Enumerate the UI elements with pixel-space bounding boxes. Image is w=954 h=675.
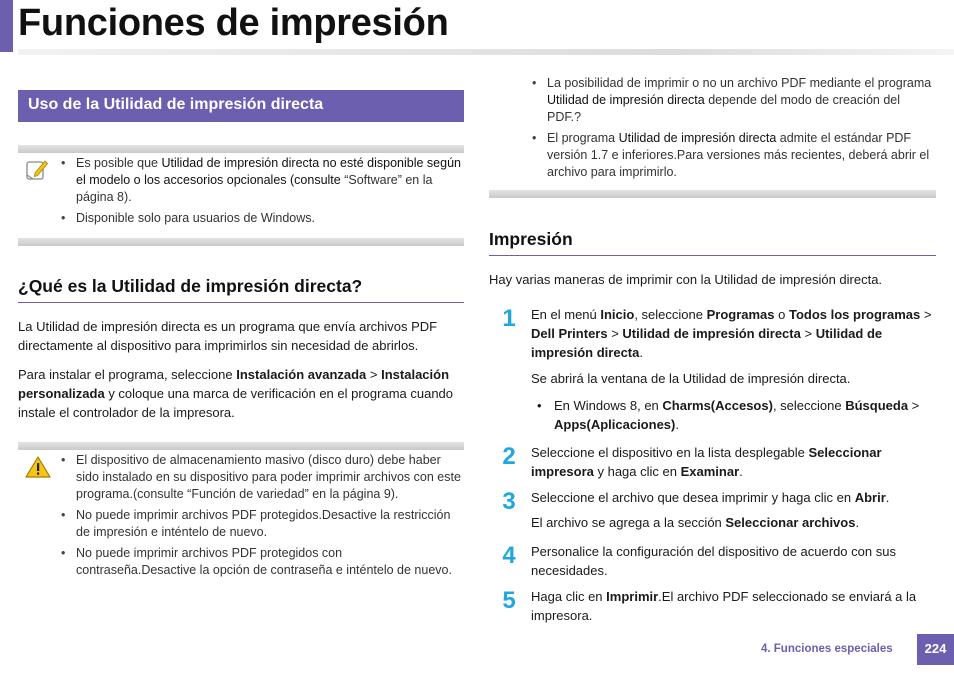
note-pencil-icon: [25, 158, 49, 187]
warning-list: [60, 452, 464, 583]
bullet: •: [537, 398, 542, 413]
note-list: [531, 75, 936, 185]
list-item: • No puede imprimir archivos PDF protegidos con contraseña.Desactive la opción de contraseña e inténtelo de nuevo.: [60, 545, 464, 579]
note-box-pdf: [489, 72, 936, 198]
step-3-text: Seleccione el archivo que desea imprimir y haga clic en Abrir.: [531, 490, 890, 505]
step-1-text: En el menú Inicio, seleccione Programas o Todos los programas > Dell Printers > Utilidad de impresión directa > Utilidad de impresión directa.: [531, 307, 932, 360]
step-number-1: 1: [502, 305, 516, 332]
step-1-windows8-note: • En Windows 8, en Charms(Accesos), seleccione Búsqueda > Apps(Aplicaciones).: [537, 398, 920, 432]
step-3-result: El archivo se agrega a la sección Seleccionar archivos.: [531, 515, 860, 530]
heading-rule: [489, 255, 936, 256]
list-item: • Disponible solo para usuarios de Windows.: [60, 210, 464, 227]
list-item: • El dispositivo de almacenamiento masivo (disco duro) debe haber sido instalado en su dispositivo para poder imprimir archivos con este programa.(consulte “Función de variedad” en la página 9).: [60, 452, 464, 503]
step-number-2: 2: [502, 443, 516, 470]
paragraph-install: Para instalar el programa, seleccione Instalación avanzada > Instalación personalizada y coloque una marca de verificación en el programa cuando instale el controlador de la impresora.: [18, 367, 454, 420]
title-accent-bar: [0, 0, 13, 52]
step-1-result: Se abrirá la ventana de la Utilidad de impresión directa.: [531, 371, 851, 386]
heading-rule: [18, 302, 464, 303]
footer-chapter-label: 4. Funciones especiales: [761, 643, 893, 655]
heading-printing: Impresión: [489, 229, 573, 249]
warning-box: [18, 442, 464, 582]
paragraph-printing-intro: Hay varias maneras de imprimir con la Utilidad de impresión directa.: [489, 272, 883, 287]
step-5-text: Haga clic en Imprimir.El archivo PDF seleccionado se enviará a la impresora.: [531, 589, 917, 623]
step-number-4: 4: [502, 542, 516, 569]
step-4-text: Personalice la configuración del dispositivo de acuerdo con sus necesidades.: [531, 544, 896, 578]
step-number-3: 3: [502, 488, 516, 515]
note-box-top-bar: [18, 145, 464, 153]
page-title: Funciones de impresión: [18, 2, 449, 44]
title-rule: [18, 49, 954, 55]
warning-triangle-icon: [25, 455, 51, 484]
heading-what-is: ¿Qué es la Utilidad de impresión directa?: [18, 276, 363, 296]
note-box-availability: [18, 145, 464, 246]
list-item: • Es posible que Utilidad de impresión directa no esté disponible según el modelo o los accesorios opcionales (consulte “Software” en la página 8).: [60, 155, 464, 206]
note-box-bottom-bar: [489, 190, 936, 198]
list-item: • La posibilidad de imprimir o no un archivo PDF mediante el programa Utilidad de impresión directa depende del modo de creación del PDF.?: [531, 75, 936, 126]
page-number-badge: 224: [917, 634, 954, 665]
paragraph-description: La Utilidad de impresión directa es un programa que envía archivos PDF directamente al dispositivo para imprimirlos sin necesidad de abrirlos.: [18, 319, 438, 353]
warning-box-top-bar: [18, 442, 464, 450]
note-box-bottom-bar: [18, 238, 464, 246]
list-item: • El programa Utilidad de impresión directa admite el estándar PDF versión 1.7 e inferiores.Para versiones más recientes, deberá abrir el archivo para imprimirlo.: [531, 130, 936, 181]
step-number-5: 5: [502, 587, 516, 614]
list-item: • No puede imprimir archivos PDF protegidos.Desactive la restricción de impresión e inténtelo de nuevo.: [60, 507, 464, 541]
note-list: [60, 155, 464, 231]
step-2-text: Seleccione el dispositivo en la lista desplegable Seleccionar impresora y haga clic en Examinar.: [531, 445, 882, 479]
section-banner: Uso de la Utilidad de impresión directa: [18, 90, 464, 122]
